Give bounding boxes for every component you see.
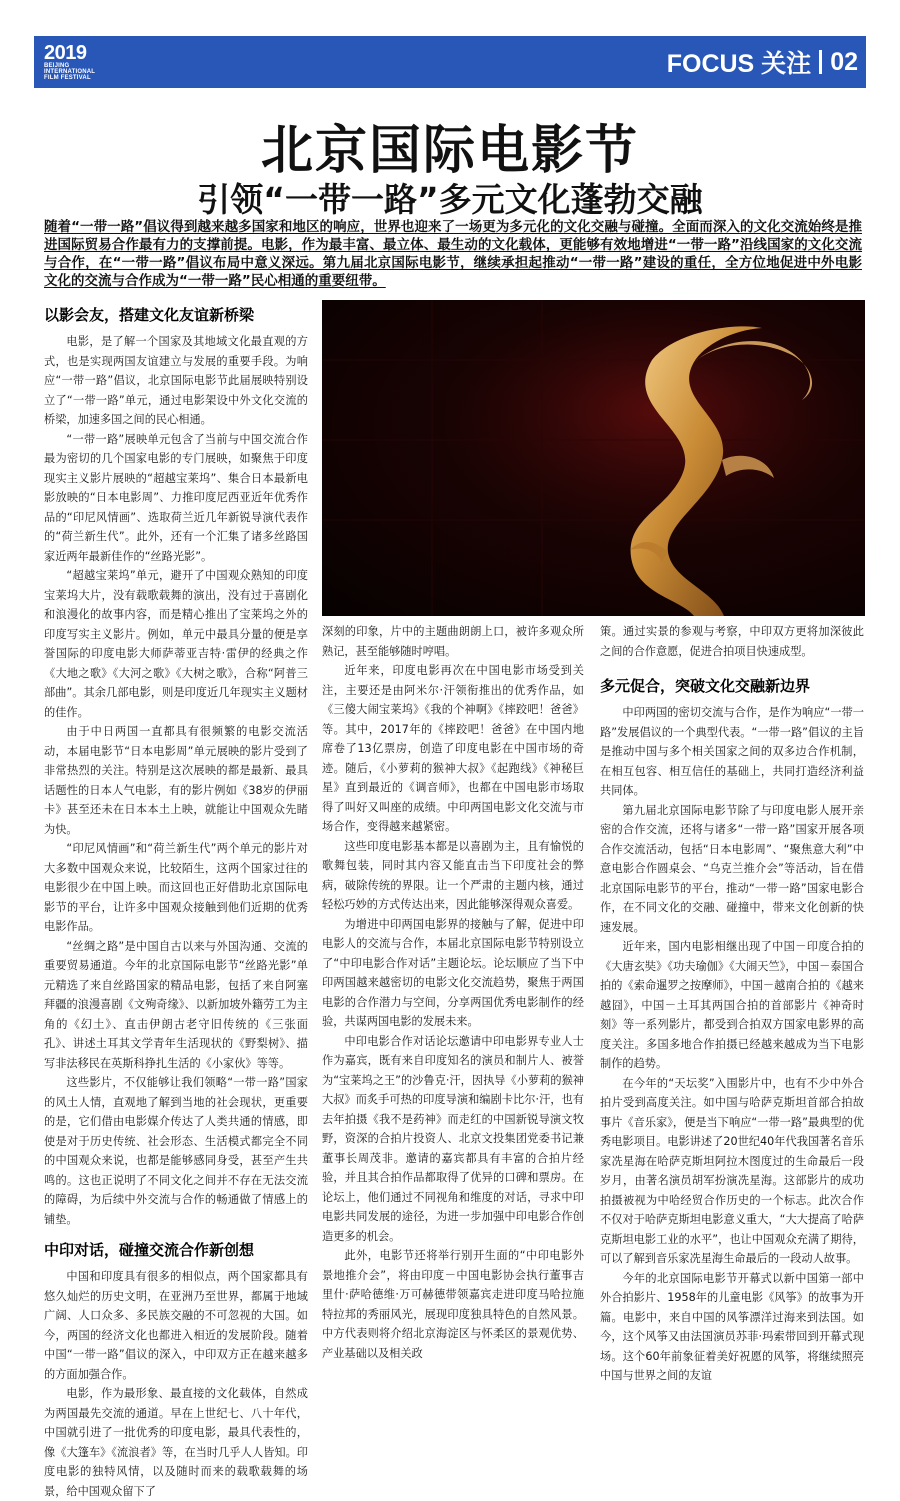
article-column-3 bbox=[600, 622, 864, 1386]
paragraph: 今年的北京国际电影节开幕式以新中国第一部中外合拍影片、1958年的儿童电影《风筝》的故事为开篇。电影中，来自中国的风筝漂洋过海来到法国。如今，这个风筝又由法国演员苏菲·玛索带回到开幕式现场。这个60年前象征着美好祝愿的风筝，将继续照亮中国与世界之间的友谊 bbox=[600, 1271, 864, 1382]
festival-logo bbox=[34, 43, 95, 81]
sub-title: 引领“一带一路”多元文化蓬勃交融 bbox=[197, 180, 703, 219]
paragraph: 此外，电影节还将举行别开生面的“中印电影外景地推介会”，将由印度－中国电影协会执行董事吉里什·萨哈德维·万可赫德带领嘉宾走进印度马哈拉施特拉邦的秀丽风光，展现印度独具特色的自然风景。中方代表则将介绍北京海淀区与怀柔区的景观优势、产业基础以及相关政 bbox=[322, 1249, 584, 1360]
page-number: 02 bbox=[830, 47, 858, 76]
section-divider bbox=[819, 50, 822, 74]
paragraph: 为增进中印两国电影界的接触与了解，促进中印电影人的交流与合作，本届北京国际电影节特别设立了“中印电影合作对话”主题论坛。论坛顺应了当下中印两国越来越密切的电影文化交流趋势，聚焦于两国电影的合作潜力与空间，分享两国优秀电影制作的经验，共谋两国电影的发展未来。 bbox=[322, 917, 584, 1028]
article-column-1 bbox=[44, 300, 308, 1501]
logo-line-1: BEIJING bbox=[44, 63, 70, 69]
section-heading-china-india: 中印对话，碰撞交流合作新创想 bbox=[44, 1241, 255, 1259]
logo-year: 2019 bbox=[44, 42, 87, 64]
paragraph: 这些影片，不仅能够让我们领略“一带一路”国家的风土人情，直观地了解到当地的社会现状，更重要的是，它们借由电影媒介传达了人类共通的情感，即使是对于历史传统、社会形态、生活模式都完全不同的中国观众来说，也都是能够感同身受，甚至产生共鸣的。这也正说明了不同文化之间并不存在无法交流的障碍，为后续中外交流与合作的畅通做了情感上的铺垫。 bbox=[44, 1076, 308, 1226]
section-heading-friendship: 以影会友，搭建文化友谊新桥梁 bbox=[44, 306, 255, 324]
header-bar bbox=[34, 36, 866, 88]
section-label: FOCUS 关注 bbox=[666, 50, 812, 78]
paragraph: 中国和印度具有很多的相似点，两个国家都具有悠久灿烂的历史文明，在亚洲乃至世界，都属于地域广阔、人口众多、多民族交融的不可忽视的大国。如今，两国的经济文化也都进入相近的发展阶段。随着中国“一带一路”倡议的深入，中印双方正在越来越多的方面加强合作。 bbox=[44, 1270, 308, 1381]
paragraph: “超越宝莱坞”单元，避开了中国观众熟知的印度宝莱坞大片，没有载歌载舞的演出，没有过于喜剧化和浪漫化的故事内容，而是精心推出了宝莱坞之外的印度写实主义影片。例如，单元中最具分量的便是享誉国际的印度电影大师萨蒂亚吉特·雷伊的经典之作《大地之歌》《大河之歌》《大树之歌》，合称“阿普三部曲”。其余几部电影，则是印度近几年现实主义题材的佳作。 bbox=[44, 569, 308, 719]
award-trophy-photo bbox=[322, 300, 865, 616]
paragraph: 中印电影合作对话论坛邀请中印电影界专业人士作为嘉宾，既有来自印度知名的演员和制片人、被誉为“宝莱坞之王”的沙鲁克·汗，因执导《小萝莉的猴神大叔》而炙手可热的印度导演和编剧卡比尔·汗，也有去年拍摄《我不是药神》而走红的中国新锐导演文牧野，资深的合拍片投资人、北京文投集团党委书记兼董事长周茂非。邀请的嘉宾都具有丰富的合拍片经验，并且其合拍作品都取得了优异的口碑和票房。在论坛上，他们通过不同视角和维度的对话，寻求中印电影共同发展的途径，为进一步加强中印电影合作创造更多的机会。 bbox=[322, 1034, 584, 1243]
paragraph: 近年来，国内电影相继出现了中国－印度合拍的《大唐玄奘》《功夫瑜伽》《大闹天竺》，中国－泰国合拍的《索命暹罗之按摩师》，中国－越南合拍的《越来越囧》，中国－土耳其两国合拍的首部影片《神奇时刻》等一系列影片，都受到合拍双方国家电影界的高度关注。多国多地合作拍摄已经越来越成为当下电影制作的趋势。 bbox=[600, 940, 864, 1070]
logo-line-3: FILM FESTIVAL bbox=[44, 75, 91, 81]
paragraph: 深刻的印象，片中的主题曲朗朗上口，被许多观众所熟记，甚至能够随时哼唱。 bbox=[322, 625, 584, 658]
paragraph: 由于中日两国一直都具有很频繁的电影交流活动，本届电影节“日本电影周”单元展映的影片受到了非常热烈的关注。特别是这次展映的都是最新、最具话题性的日本人气电影，有的影片例如《38岁的伊丽卡》甚至还未在日本本土上映，就能让中国观众先睹为快。 bbox=[44, 725, 308, 836]
paragraph: 中印两国的密切交流与合作，是作为响应“一带一路”发展倡议的一个典型代表。“一带一路”倡议的主旨是推动中国与多个相关国家之间的双多边合作机制，在相互包容、相互信任的基础上，共同打造经济利益共同体。 bbox=[600, 706, 864, 797]
section-tag bbox=[667, 44, 866, 80]
section-heading-multicultural: 多元促合，突破文化交融新边界 bbox=[600, 677, 811, 695]
paragraph: 电影，是了解一个国家及其地域文化最直观的方式，也是实现两国友谊建立与发展的重要手段。为响应“一带一路”倡议，北京国际电影节此届展映特别设立了“一带一路”单元，通过电影架设中外文化交流的桥梁，加速多国之间的民心相通。 bbox=[44, 335, 308, 426]
paragraph: “一带一路”展映单元包含了当前与中国交流合作最为密切的几个国家电影的专门展映，如聚焦于印度现实主义影片展映的“超越宝莱坞”、集合日本最新电影放映的“日本电影周”、力推印度尼西亚近年优秀作品的“印尼风情画”、选取荷兰近几年新锐导演代表作的“荷兰新生代”。此外，还有一个汇集了诸多丝路国家近两年最新佳作的“丝路光影”。 bbox=[44, 432, 308, 563]
paragraph: “印尼风情画”和“荷兰新生代”两个单元的影片对大多数中国观众来说，比较陌生，这两个国家过往的电影很少在中国上映。而这回也正好借助北京国际电影节的平台，让许多中国观众接触到他们近期的优秀电影作品。 bbox=[44, 842, 308, 933]
paragraph: 这些印度电影基本都是以喜剧为主，且有愉悦的歌舞包装，同时其内容又能直击当下印度社会的弊病，破除传统的界限。让一个严肃的主题内核，通过轻松巧妙的方式传达出来，因此能够深得观众喜爱。 bbox=[322, 839, 584, 911]
main-title: 北京国际电影节 bbox=[260, 121, 639, 181]
paragraph: 电影，作为最形象、最直接的文化载体，自然成为两国最先交流的通道。早在上世纪七、八十年代，中国就引进了一批优秀的印度电影，最具代表性的，像《大篷车》《流浪者》等，在当时几乎人人皆知。印度电影的独特风情，以及随时而来的载歌载舞的场景，给中国观众留下了 bbox=[44, 1387, 308, 1498]
paragraph: 策。通过实景的参观与考察，中印双方更将加深彼此之间的合作意愿，促进合拍项目快速成型。 bbox=[600, 625, 864, 658]
trophy-illustration bbox=[322, 300, 865, 616]
logo-line-2: INTERNATIONAL bbox=[44, 69, 96, 75]
lead-text: 随着“一带一路”倡议得到越来越多国家和地区的响应，世界也迎来了一场更为多元化的文化交融与碰撞。全面而深入的文化交流始终是推进国际贸易合作最有力的支撑前提。电影，作为最丰富、最立体、最生动的文化载体，更能够有效地增进“一带一路”沿线国家的文化交流与合作，在“一带一路”倡议布局中意义深远。第九届北京国际电影节，继续承担起推动“一带一路”建设的重任，全方位地促进中外电影文化的交流与合作成为“一带一路”民心相通的重要纽带。 bbox=[44, 219, 862, 289]
lead-paragraph bbox=[44, 218, 862, 290]
paragraph: 近年来，印度电影再次在中国电影市场受到关注，主要还是由阿米尔·汗领衔推出的优秀作品，如《三傻大闹宝莱坞》《我的个神啊》《摔跤吧！爸爸》等。其中，2017年的《摔跤吧！爸爸》在中国内地席卷了13亿票房，创造了印度电影在中国市场的奇迹。随后，《小萝莉的猴神大叔》《起跑线》《神秘巨星》直到最近的《调音师》，也都在中国电影市场取得了叫好又叫座的成绩。中印两国电影文化交流与市场合作，变得越来越紧密。 bbox=[322, 664, 584, 833]
article-column-2 bbox=[322, 622, 584, 1363]
paragraph: “丝绸之路”是中国自古以来与外国沟通、交流的重要贸易通道。今年的北京国际电影节“丝路光影”单元精选了来自丝路国家的精品电影，包括了来自阿塞拜疆的浪漫喜剧《文殉奇缘》、以新加坡外籍劳工为主角的《幻土》、直击伊朗古老守旧传统的《三张面孔》、讲述土耳其文学青年生活现状的《野梨树》、描写非法移民在英斯科挣扎生活的《小家伙》等等。 bbox=[44, 939, 308, 1070]
paragraph: 在今年的“天坛奖”入围影片中，也有不少中外合拍片受到高度关注。如中国与哈萨克斯坦首部合拍故事片《音乐家》，便是当下响应“一带一路”最典型的优秀电影项目。电影讲述了20世纪40年代我国著名音乐家冼星海在哈萨克斯坦阿拉木图度过的生命最后一段岁月，由著名演员胡军扮演冼星海。这部影片的成功拍摄被视为中哈经贸合作历史的一个标志。此次合作不仅对于哈萨克斯坦电影意义重大，“大大提高了哈萨克斯坦电影工业的水平”，也让中国观众充满了期待，可以了解到音乐家冼星海生命最后的一段动人故事。 bbox=[600, 1076, 864, 1265]
paragraph: 第九届北京国际电影节除了与印度电影人展开亲密的合作交流，还将与诸多“一带一路”国家开展各项合作交流活动，包括“日本电影周”、“聚焦意大利”中意电影合作圆桌会、“乌克兰推介会”等活动，旨在借北京国际电影节的平台，推动“一带一路”国家电影合作，在不同文化的交融、碰撞中，带来文化创新的快速发展。 bbox=[600, 803, 864, 934]
